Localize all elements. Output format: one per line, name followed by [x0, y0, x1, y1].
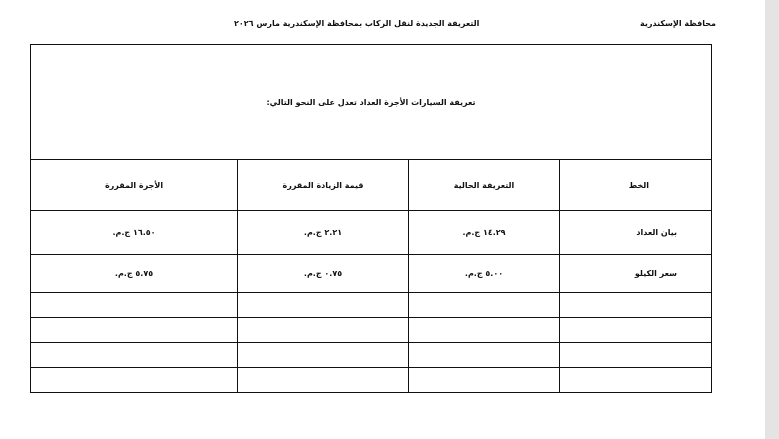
empty-cell	[238, 318, 409, 343]
empty-cell	[31, 293, 238, 318]
cell-current-tariff: ٥.٠٠ ج.م.	[409, 255, 560, 293]
cell-increase: ٠.٧٥ ج.م.	[238, 255, 409, 293]
empty-row	[31, 293, 712, 318]
empty-cell	[31, 343, 238, 368]
intro-row	[31, 45, 712, 160]
column-header-new-fare: الأجرة المقررة	[31, 160, 238, 211]
empty-cell	[238, 368, 409, 393]
table-row	[31, 255, 712, 293]
column-header-increase: قيمة الزيادة المقررة	[238, 160, 409, 211]
empty-cell	[238, 343, 409, 368]
cell-new-fare: ٥.٧٥ ج.م.	[31, 255, 238, 293]
cell-new-fare: ١٦.٥٠ ج.م.	[31, 211, 238, 255]
cell-route: بيان العداد	[560, 211, 712, 255]
cell-increase: ٢.٢١ ج.م.	[238, 211, 409, 255]
intro-text: تعريفة السيارات الأجرة العداد تعدل على النحو التالي:	[31, 45, 712, 160]
cell-current-tariff: ١٤.٢٩ ج.م.	[409, 211, 560, 255]
header-title: التعريفة الجديدة لنقل الركاب بمحافظة الإسكندرية مارس ٢٠٢٦	[234, 19, 480, 28]
tariff-table	[30, 44, 712, 393]
empty-cell	[31, 318, 238, 343]
empty-cell	[409, 343, 560, 368]
empty-cell	[409, 368, 560, 393]
table-row	[31, 211, 712, 255]
empty-cell	[560, 293, 712, 318]
empty-row	[31, 343, 712, 368]
cell-route: سعر الكيلو	[560, 255, 712, 293]
header-row	[31, 160, 712, 211]
page-edge-shade	[765, 0, 779, 439]
empty-cell	[409, 318, 560, 343]
empty-cell	[238, 293, 409, 318]
column-header-current-tariff: التعريفة الحالية	[409, 160, 560, 211]
column-header-route: الخط	[560, 160, 712, 211]
empty-cell	[560, 368, 712, 393]
empty-cell	[409, 293, 560, 318]
empty-cell	[560, 343, 712, 368]
empty-row	[31, 318, 712, 343]
header-agency: محافظة الإسكندرية	[640, 19, 716, 28]
empty-cell	[31, 368, 238, 393]
empty-row	[31, 368, 712, 393]
empty-cell	[560, 318, 712, 343]
